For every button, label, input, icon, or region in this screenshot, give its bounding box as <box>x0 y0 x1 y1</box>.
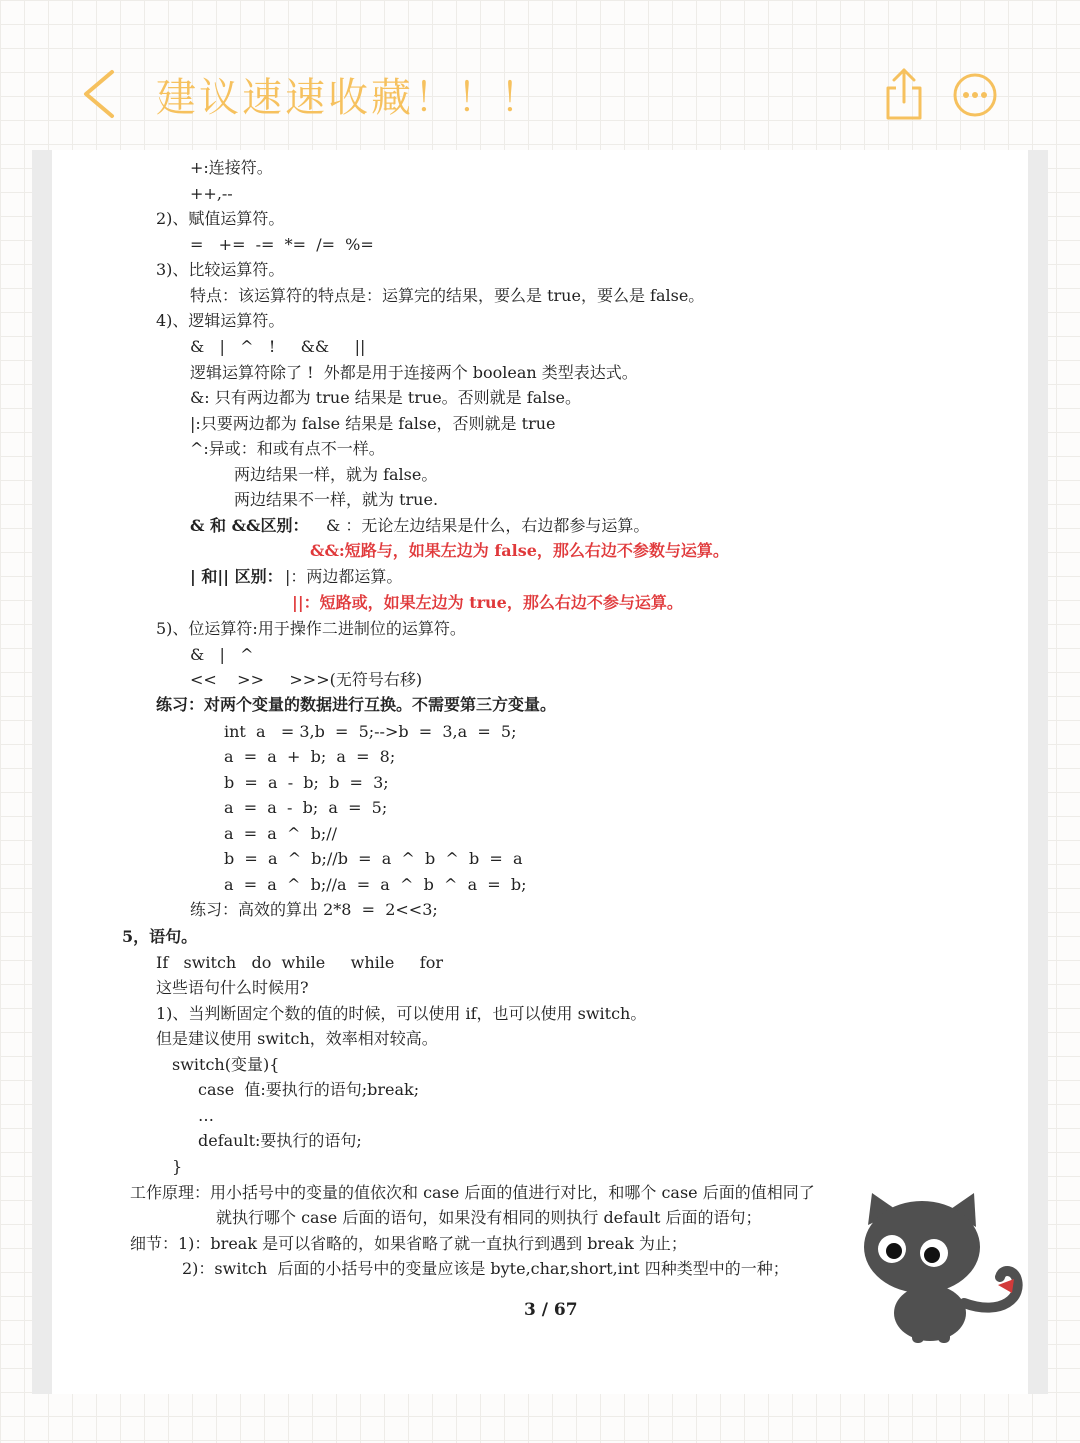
doc-line: | 和|| 区别： <box>190 567 283 586</box>
doc-line: 两边结果不一样，就为 true. <box>234 490 439 509</box>
code-line: b = a ^ b;//b = a ^ b ^ b = a <box>224 849 523 868</box>
doc-line: ^:异或：和或有点不一样。 <box>190 439 385 458</box>
code-line: switch(变量){ <box>172 1055 280 1074</box>
share-icon[interactable] <box>884 66 924 122</box>
section-heading: 5，语句。 <box>122 927 198 946</box>
doc-line: ++,-- <box>190 184 233 203</box>
doc-line: |：两边都运算。 <box>285 567 403 586</box>
back-icon[interactable] <box>78 68 126 120</box>
doc-line: 细节：1)：break 是可以省略的，如果省略了就一直执行到遇到 break 为止； <box>130 1234 687 1253</box>
code-line: } <box>172 1157 183 1176</box>
doc-line: 1)、当判断固定个数的值的时候，可以使用 if，也可以使用 switch。 <box>156 1004 647 1023</box>
code-line: … <box>198 1106 214 1125</box>
top-bar <box>0 0 1080 150</box>
more-icon[interactable] <box>952 72 998 118</box>
doc-line: & | ^ ! && || <box>190 337 366 356</box>
doc-line: 逻辑运算符除了 ! 外都是用于连接两个 boolean 类型表达式。 <box>190 363 638 382</box>
doc-line-highlight: &&:短路与，如果左边为 false，那么右边不参数与运算。 <box>310 541 729 560</box>
doc-line: = += -= *= /= %= <box>190 235 374 254</box>
doc-line: 2)：switch 后面的小括号中的变量应该是 byte,char,short,int 四种类型中的一种； <box>182 1259 789 1278</box>
doc-line: 3)、比较运算符。 <box>156 260 285 279</box>
page-number: 3 / 67 <box>524 1300 578 1320</box>
doc-line: & | ^ <box>190 645 254 664</box>
code-line: a = a + b; a = 8; <box>224 747 396 766</box>
doc-line: If switch do while while for <box>156 953 443 972</box>
doc-line: +:连接符。 <box>190 158 273 177</box>
cat-sticker-icon <box>852 1185 1028 1345</box>
doc-line: 特点：该运算符的特点是：运算完的结果，要么是 true，要么是 false。 <box>190 286 705 305</box>
doc-line: &: 只有两边都为 true 结果是 true。否则就是 false。 <box>190 388 582 407</box>
page-title: 建议速速收藏！！！ <box>156 75 543 121</box>
doc-line: 工作原理：用小括号中的变量的值依次和 case 后面的值进行对比，和哪个 case 后面的值相同了 <box>130 1183 815 1202</box>
doc-line: 2)、赋值运算符。 <box>156 209 285 228</box>
code-line: case 值:要执行的语句;break; <box>198 1080 420 1099</box>
code-line: default:要执行的语句; <box>198 1131 362 1150</box>
code-line: int a = 3,b = 5;-->b = 3,a = 5; <box>224 722 517 741</box>
code-line: b = a - b; b = 3; <box>224 773 389 792</box>
code-line: a = a - b; a = 5; <box>224 798 388 817</box>
code-line: a = a ^ b;// <box>224 824 337 843</box>
doc-line: 5)、位运算符:用于操作二进制位的运算符。 <box>156 619 466 638</box>
doc-line: |:只要两边都为 false 结果是 false，否则就是 true <box>190 414 556 433</box>
doc-line: 4)、逻辑运算符。 <box>156 311 285 330</box>
doc-line: 两边结果一样，就为 false。 <box>234 465 438 484</box>
code-line: a = a ^ b;//a = a ^ b ^ a = b; <box>224 875 527 894</box>
doc-line-highlight: ||：短路或，如果左边为 true，那么右边不参与运算。 <box>292 593 683 612</box>
doc-line: 这些语句什么时候用? <box>156 978 309 997</box>
doc-line: & ：无论左边结果是什么，右边都参与运算。 <box>326 516 650 535</box>
doc-line: 就执行哪个 case 后面的语句，如果没有相同的则执行 default 后面的语句； <box>216 1208 762 1227</box>
doc-line: & 和 &&区别： <box>190 516 309 535</box>
doc-line: << >> >>>(无符号右移) <box>190 670 423 689</box>
doc-line: 练习：对两个变量的数据进行互换。不需要第三方变量。 <box>156 695 557 714</box>
doc-line: 但是建议使用 switch，效率相对较高。 <box>156 1029 438 1048</box>
doc-line: 练习：高效的算出 2*8 = 2<<3; <box>190 900 438 919</box>
